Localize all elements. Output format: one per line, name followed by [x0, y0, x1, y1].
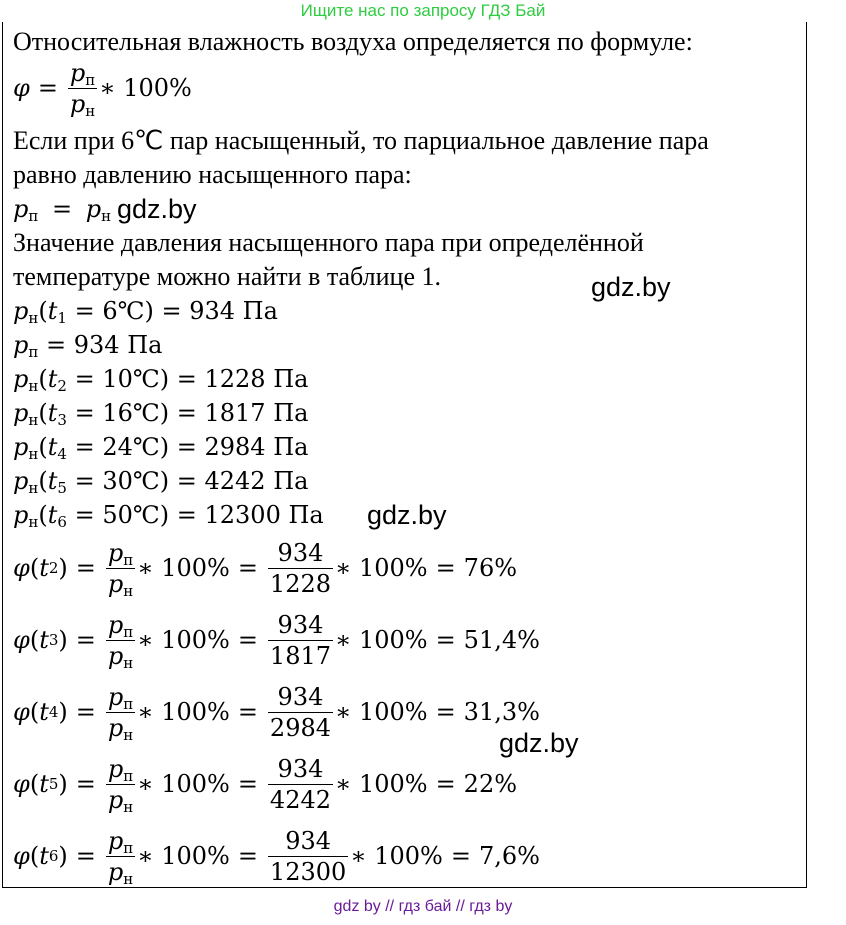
paragraph-1a: Если при 6℃ пар насыщенный, то парциальное давление пара: [13, 126, 709, 155]
result-row: φ ( t 2 ) = $\frac{p_п}{p_н}$ ∗ 100% = $\frac{934}{1228}$ ∗ 100% = 76%: [13, 538, 518, 600]
table-row: $p_н(t_3$ = 16℃) = 1817 Па: [13, 399, 309, 429]
result-row: φ ( t 3 ) = $\frac{p_п}{p_н}$ ∗ 100% = $\frac{934}{1817}$ ∗ 100% = 51,4%: [13, 610, 540, 672]
intro-text: Относительная влажность воздуха определяется по формуле:: [13, 27, 693, 56]
result-row: φ ( t 5 ) = $\frac{p_п}{p_н}$ ∗ 100% = $\frac{934}{4242}$ ∗ 100% = 22%: [13, 754, 518, 816]
p-symbol: p: [69, 89, 86, 118]
paragraph-2b: температуре можно найти в таблице 1.: [13, 262, 441, 291]
sub-n: н: [85, 101, 96, 120]
times-100: ∗ 100%: [99, 74, 192, 102]
watermark: gdz.by: [367, 500, 447, 530]
table-row: $p_н(t_1$ = 6℃) = 934 Па: [13, 297, 278, 327]
pp-equals-pn: $p_п = p_н$: [13, 195, 112, 225]
sub-p: п: [85, 70, 96, 89]
table-row: $p_н(t_6$ = 50℃) = 12300 Па: [13, 501, 324, 531]
formula-main: [13, 52, 192, 124]
document-body: [2, 22, 807, 888]
table-row: $p_н(t_5$ = 30℃) = 4242 Па: [13, 467, 309, 497]
table-row: $p_н(t_2$ = 10℃) = 1228 Па: [13, 365, 309, 395]
p-symbol: p: [69, 58, 86, 87]
watermark: gdz.by: [117, 194, 197, 224]
watermark: gdz.by: [499, 728, 579, 758]
top-banner[interactable]: Ищите нас по запросу ГДЗ Бай: [300, 1, 546, 20]
paragraph-1b: равно давлению насыщенного пара:: [13, 160, 412, 189]
table-row: $p_н(t_4$ = 24℃) = 2984 Па: [13, 433, 309, 463]
phi-symbol: φ: [13, 74, 30, 102]
fraction-pp-pn: [68, 58, 97, 119]
equals-sign: =: [37, 74, 58, 102]
pp-value-row: $p_п = 934$ Па: [13, 331, 163, 361]
footer-links[interactable]: gdz by // гдз бай // гдз by: [333, 898, 513, 915]
watermark: gdz.by: [591, 272, 671, 302]
result-row: φ ( t 6 ) = $\frac{p_п}{p_н}$ ∗ 100% = $\frac{934}{12300}$ ∗ 100% = 7,6%: [13, 826, 540, 888]
paragraph-2a: Значение давления насыщенного пара при определённой: [13, 228, 644, 257]
result-row: φ ( t 4 ) = $\frac{p_п}{p_н}$ ∗ 100% = $\frac{934}{2984}$ ∗ 100% = 31,3%: [13, 682, 540, 744]
